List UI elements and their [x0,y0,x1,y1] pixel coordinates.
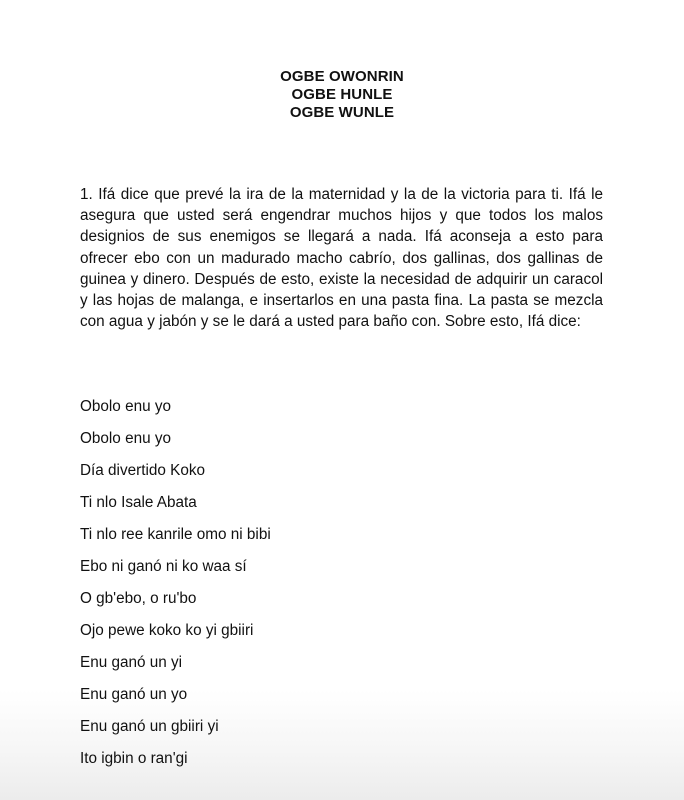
verse-line: Ojo pewe koko ko yi gbiiri [80,622,254,639]
verse-line: Enu ganó un gbiiri yi [80,718,219,735]
verse-line: Ito igbin o ran'gi [80,750,188,767]
title-line-1: OGBE OWONRIN [280,68,404,85]
verse-line: Ti nlo Isale Abata [80,494,197,511]
verse-line: Ebo ni ganó ni ko waa sí [80,558,247,575]
verse-line: Obolo enu yo [80,430,171,447]
title-line-3: OGBE WUNLE [289,104,395,121]
verse-line: Ti nlo ree kanrile omo ni bibi [80,526,271,543]
body-paragraph: 1. Ifá dice que prevé la ira de la maternidad y la de la victoria para ti. Ifá le asegura que usted será engendrar muchos hijos y que todos los malos designios de sus enemigos se llegará a nada. Ifá aconseja a esto para ofrecer ebo con un madurado macho cabrío, dos gallinas, dos gallinas de guinea y dinero. Después de esto, existe la necesidad de adquirir un caracol y las hojas de malanga, e insertarlos en una pasta fina. La pasta se mezcla con agua y jabón y se le dará a usted para baño con. Sobre esto, Ifá dice: [80,186,603,331]
title-line-2: OGBE HUNLE [291,86,393,103]
verse-list [80,396,603,780]
verse-line: Obolo enu yo [80,398,171,415]
title-block [0,68,684,122]
verse-line: Día divertido Koko [80,462,205,479]
verse-line: O gb'ebo, o ru'bo [80,590,197,607]
verse-line: Enu ganó un yi [80,654,183,671]
verse-line: Enu ganó un yo [80,686,188,703]
